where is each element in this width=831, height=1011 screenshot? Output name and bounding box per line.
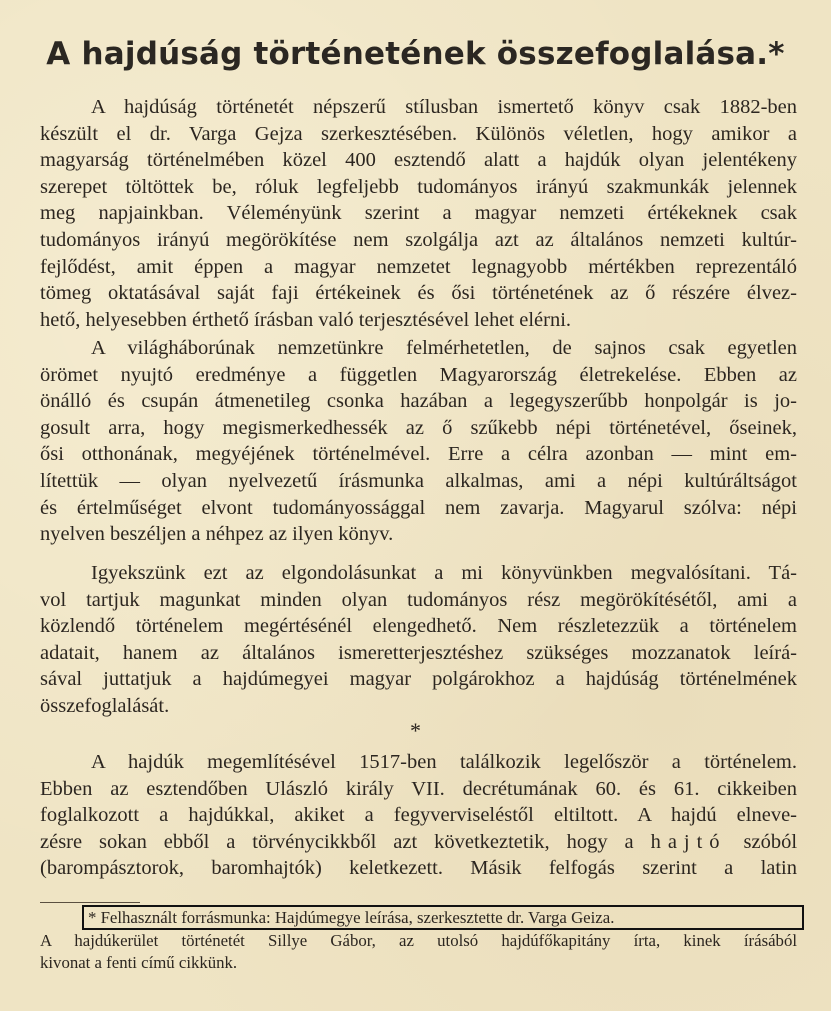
footnote: [40, 907, 797, 975]
text-line: összefoglalását.: [40, 694, 170, 717]
text-line: magyarság történelmében közel 400 esztendő alatt a hajdúk olyan jelentékeny: [40, 149, 797, 172]
text-line: lítettük — olyan nyelvezetű írásmunka alkalmas, ami a népi kultúráltságot: [40, 469, 797, 492]
text-line: Igyekszünk ezt az elgondolásunkat a mi könyvünkben megvalósítani. Tá-: [91, 562, 797, 584]
text-line: [40, 829, 797, 856]
section-separator: *: [410, 718, 421, 743]
footnote-line: A hajdúkerület történetét Sillye Gábor, az utolsó hajdúfőkapitány írta, kinek írásából: [40, 930, 797, 950]
text-line: fejlődést, amit éppen a magyar nemzetet legnagyobb mértékben reprezentáló: [40, 255, 797, 278]
text-line: ősi otthonának, megyéjének történelmével. Erre a célra azonban — mint em-: [40, 443, 797, 466]
text-line: szerepet töltöttek be, róluk legfeljebb tudományos irányú szakmunkák jelennek: [40, 175, 797, 198]
paragraph-1: [40, 94, 797, 333]
text-fragment: szóból: [743, 830, 797, 853]
text-line: gosult arra, hogy megismerkedhessék az ő szűkebb népi történetével, őseinek,: [40, 416, 797, 439]
text-line: vol tartjuk magunkat minden olyan tudományos rész megörökítésétől, ami a: [40, 588, 797, 611]
text-line: tömeg oktatásával saját faji értékeinek és ősi történetének az ő részére élvez-: [40, 282, 797, 305]
page-title: A hajdúság történetének összefoglalása.*: [46, 36, 785, 72]
footnote-divider: [40, 902, 140, 903]
text-line: közlendő történelem megértésénél elengedhető. Nem részletezzük a történelem: [40, 615, 797, 638]
text-line: adatait, hanem az általános ismeretterjesztéshez szükséges mozzanatok leírá-: [40, 641, 797, 664]
text-line: nyelven beszéljen a néhpez az ilyen könyv.: [40, 523, 394, 546]
paragraph-4: [40, 749, 797, 882]
text-line: A hajdúság történetét népszerű stílusban ismertető könyv csak 1882-ben: [91, 96, 797, 118]
text-line: (barompásztorok, baromhajtók) keletkezett. Másik felfogás szerint a latin: [40, 857, 797, 880]
text-line: tudományos irányú megörökítése nem szolgálja azt az általános nemzeti kultúr-: [40, 228, 797, 251]
text-line: és értelműséget elvont tudományossággal nem zavarja. Magyarul szólva: népi: [40, 496, 797, 519]
text-line: örömet nyujtó eredménye a független Magyarország életrekelése. Ebben az: [40, 363, 797, 386]
paragraph-2: [40, 335, 797, 548]
text-line: készült el dr. Varga Gejza szerkesztésében. Különös véletlen, hogy amikor a: [40, 122, 797, 145]
text-line: hető, helyesebben érthető írásban való terjesztésével lehet elérni.: [40, 308, 572, 331]
text-fragment: zésre sokan ebből a törvénycikkből azt következtetik, hogy a: [40, 830, 634, 853]
text-line: foglalkozott a hajdúkkal, akiket a fegyverviseléstől eltiltott. A hajdú elneve-: [40, 804, 797, 827]
footnote-line: * Felhasznált forrásmunka: Hajdúmegye leírása, szerkesztette dr. Varga Geiza.: [88, 908, 615, 927]
text-line: meg napjainkban. Véleményünk szerint a magyar nemzeti értékeknek csak: [40, 202, 797, 225]
footnote-line: kivonat a fenti című cikkünk.: [40, 953, 238, 972]
text-line: A világháborúnak nemzetünkre felmérhetetlen, de sajnos csak egyetlen: [91, 337, 797, 359]
paragraph-3: [40, 560, 797, 720]
text-line: A hajdúk megemlítésével 1517-ben találkozik legelőször a történelem.: [91, 751, 797, 773]
text-line: önálló és csupán átmenetileg csonka hazában a legegyszerűbb honpolgár is jo-: [40, 390, 797, 413]
text-line: sával juttatjuk a hajdúmegyei magyar polgárokhoz a hajdúság történelmének: [40, 668, 797, 691]
emphasized-word: hajtó: [650, 830, 727, 853]
text-line: Ebben az esztendőben Ulászló király VII. decrétumának 60. és 61. cikkeiben: [40, 777, 797, 800]
